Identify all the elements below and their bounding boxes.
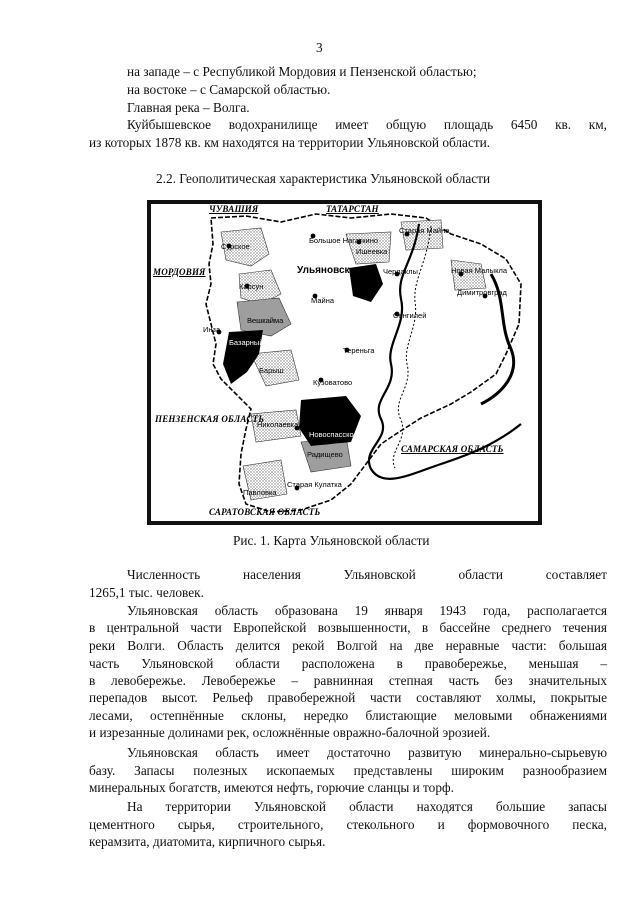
intro-line-2: на востоке – с Самарской областью. bbox=[127, 82, 331, 97]
para4-line-2: цементного сырья, строительного, стекольного и формовочного песка, bbox=[89, 817, 607, 832]
district-label-isheevka: Ишеевка bbox=[356, 247, 388, 256]
region-map bbox=[147, 200, 542, 525]
forest-ulyanovsk bbox=[349, 264, 383, 302]
district-label-bolshoe-nagatkino: Большое Нагаткино bbox=[309, 236, 379, 245]
district-label-cherdakly: Чердаклы bbox=[383, 267, 418, 276]
district-label-barysh: Барыш bbox=[259, 366, 284, 375]
district-label-pavlovka: Павловка bbox=[243, 488, 277, 497]
district-label-radishchevo: Радищево bbox=[307, 450, 343, 459]
para2-line-3: реки Волги. Область делится рекой Волгой на две неравные части: большая bbox=[89, 638, 607, 653]
para4-line-1: На территории Ульяновской области находятся большие запасы bbox=[127, 799, 607, 814]
district-label-tereng: Тереньга bbox=[343, 346, 375, 355]
map-drawing bbox=[151, 204, 538, 521]
para2-line-6: перепадов высот. Рельеф правобережной части составляют холмы, покрытые bbox=[89, 690, 607, 705]
region-label-tatarstan: ТАТАРСТАН bbox=[326, 204, 379, 214]
district-label-staraya-kulatka: Старая Кулатка bbox=[287, 480, 342, 489]
para2-line-1: Ульяновская область образована 19 января 1943 года, располагается bbox=[127, 603, 607, 618]
word: площадь bbox=[443, 117, 494, 132]
district-label-veshkaima: Вешкайма bbox=[247, 316, 284, 325]
para3-line-1: Ульяновская область имеет достаточно развитую минерально-сырьевую bbox=[127, 745, 607, 760]
word: общую bbox=[385, 117, 427, 132]
para1-line-2: 1265,1 тыс. человек. bbox=[89, 585, 204, 600]
word: Куйбышевское bbox=[127, 117, 212, 132]
word: Численность bbox=[127, 567, 201, 582]
word: Ульяновской bbox=[343, 567, 416, 582]
district-novaya-malykla bbox=[451, 260, 486, 290]
section-heading: 2.2. Геополитическая характеристика Ульяновской области bbox=[156, 171, 491, 186]
word: имеет bbox=[335, 117, 369, 132]
district-label-staraya-maina: Старая Майна bbox=[399, 226, 450, 235]
district-label-karsun: Карсун bbox=[239, 282, 264, 291]
para2-line-5: в левобережье. Левобережье – равнинная степная часть без значительных bbox=[89, 673, 607, 688]
city-label-ulyanovsk: Ульяновск bbox=[297, 265, 350, 276]
penza-label: ПЕНЗЕНСКАЯ ОБЛАСТЬ bbox=[155, 414, 265, 424]
para2-line-7: лесами, остепнённые склоны, нередко блистающие меловыми обнажениями bbox=[89, 708, 607, 723]
para4-line-3: керамзита, диатомита, кирпичного сырья. bbox=[89, 834, 326, 849]
page-number: 3 bbox=[316, 40, 323, 55]
district-label-bazarny-syzgan: Базарный Сызган bbox=[229, 338, 291, 347]
intro-line-5: из которых 1878 кв. км находятся на территории Ульяновской области. bbox=[89, 135, 491, 150]
para2-line-8: и изрезанные долинами рек, осложнённые овражно-балочной эрозией. bbox=[89, 725, 491, 740]
word: 6450 bbox=[510, 117, 538, 132]
district-label-novaya-malykla: Новая Малыкла bbox=[451, 266, 507, 275]
intro-line-3: Главная река – Волга. bbox=[127, 100, 250, 115]
district-label-novospasskoe: Новоспасское bbox=[309, 430, 358, 439]
para2-line-4: часть Ульяновской области расположена в правобережье, меньшая – bbox=[89, 656, 607, 671]
para2-line-2: в центральной части Европейской возвышенности, в бассейне среднего течения bbox=[89, 620, 607, 635]
word: водохранилище bbox=[228, 117, 318, 132]
intro-line-4 bbox=[127, 117, 607, 133]
intro-line-1: на западе – с Республикой Мордовия и Пензенской областью; bbox=[127, 64, 477, 79]
word: составляет bbox=[545, 567, 607, 582]
para1-line-1 bbox=[127, 567, 607, 583]
district-label-sengilei: Сенгилей bbox=[393, 311, 427, 320]
word: населения bbox=[242, 567, 301, 582]
word: области bbox=[458, 567, 503, 582]
region-label-mordovia: МОРДОВИЯ bbox=[153, 267, 206, 277]
region-label-samara: САМАРСКАЯ ОБЛАСТЬ bbox=[401, 444, 504, 454]
district-label-nikolaevka: Николаевка bbox=[257, 420, 299, 429]
region-label-penza bbox=[155, 414, 265, 425]
district-label-surskoe: Сурское bbox=[221, 242, 250, 251]
figure-caption: Рис. 1. Карта Ульяновской области bbox=[233, 533, 430, 548]
district-label-inza: Инза bbox=[203, 325, 221, 334]
district-label-dimitrovgrad: Димитровград bbox=[457, 288, 507, 297]
region-label-chuvashia: ЧУВАШИЯ bbox=[209, 204, 259, 214]
para3-line-3: минеральных богатств, имеются нефть, горючие сланцы и торф. bbox=[89, 780, 454, 795]
district-label-kuzovatovo: Кузоватово bbox=[313, 378, 353, 387]
volga-bank bbox=[393, 226, 431, 468]
district-label-maina: Майна bbox=[311, 296, 335, 305]
word: км, bbox=[588, 117, 607, 132]
region-label-saratov: САРАТОВСКАЯ ОБЛАСТЬ bbox=[209, 507, 321, 517]
word: кв. bbox=[555, 117, 572, 132]
volga-river bbox=[369, 224, 521, 479]
para3-line-2: базу. Запасы полезных ископаемых представлены широким разнообразием bbox=[89, 763, 607, 778]
